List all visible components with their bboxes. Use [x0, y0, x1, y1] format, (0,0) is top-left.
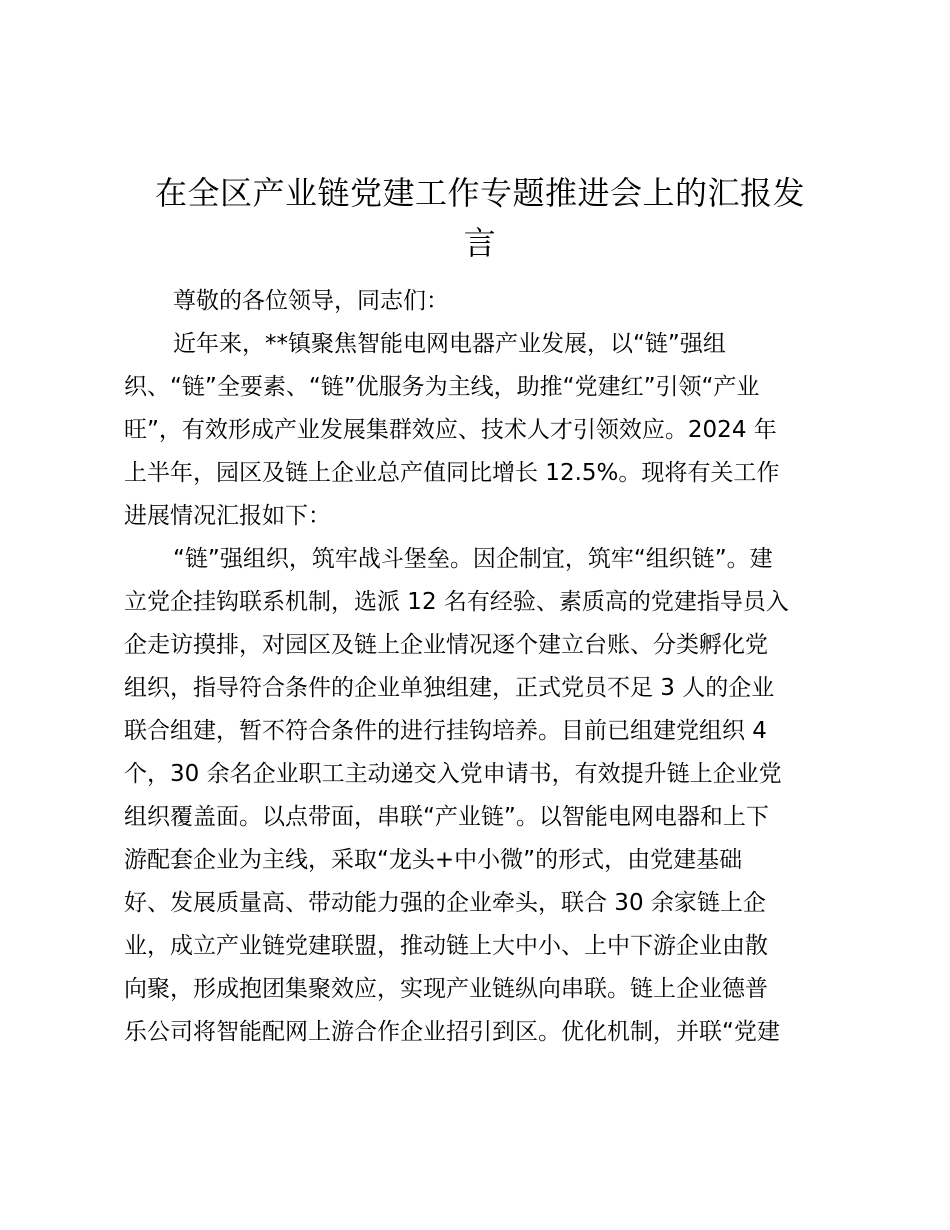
body-text-line: 游配套企业为主线，采取“龙头+中小微”的形式，由党建基础	[124, 847, 743, 873]
body-text-line: 组织覆盖面。以点带面，串联“产业链”。以智能电网电器和上下	[124, 804, 769, 830]
body-text-line: 组织，指导符合条件的企业单独组建，正式党员不足 3 人的企业	[124, 675, 775, 701]
body-text-line: 业，成立产业链党建联盟，推动链上大中小、上中下游企业由散	[124, 933, 768, 959]
body-text-line: 联合组建，暂不符合条件的进行挂钩培养。目前已组建党组织 4	[124, 718, 767, 744]
document-title	[120, 168, 840, 268]
body-text-line: 企走访摸排，对园区及链上企业情况逐个建立台账、分类孵化党	[124, 632, 768, 658]
body-text-line: 上半年，园区及链上企业总产值同比增长 12.5%。现将有关工作	[124, 460, 780, 486]
body-text-line: 进展情况汇报如下：	[124, 503, 331, 529]
body-text-line: 乐公司将智能配网上游合作企业招引到区。优化机制，并联“党建	[124, 1019, 780, 1045]
body-text-line: 向聚，形成抱团集聚效应，实现产业链纵向串联。链上企业德普	[124, 976, 768, 1002]
body-text-line: 旺”，有效形成产业发展集群效应、技术人才引领效应。2024 年	[124, 417, 777, 443]
body-text-line: 立党企挂钩联系机制，选派 12 名有经验、素质高的党建指导员入	[124, 589, 789, 615]
body-text-line: “链”强组织，筑牢战斗堡垒。因企制宜，筑牢“组织链”。建	[173, 546, 773, 572]
body-text-line: 好、发展质量高、带动能力强的企业牵头，联合 30 余家链上企	[124, 890, 766, 916]
title-line: 言	[463, 224, 497, 262]
body-text-line: 近年来，**镇聚焦智能电网电器产业发展，以“链”强组	[173, 331, 726, 357]
document-body	[124, 280, 844, 1054]
body-text-line: 尊敬的各位领导，同志们：	[173, 288, 449, 314]
body-text-line: 织、“链”全要素、“链”优服务为主线，助推“党建红”引领“产业	[124, 374, 760, 400]
title-line: 在全区产业链党建工作专题推进会上的汇报发	[154, 174, 805, 212]
body-text-line: 个，30 余名企业职工主动递交入党申请书，有效提升链上企业党	[124, 761, 782, 787]
